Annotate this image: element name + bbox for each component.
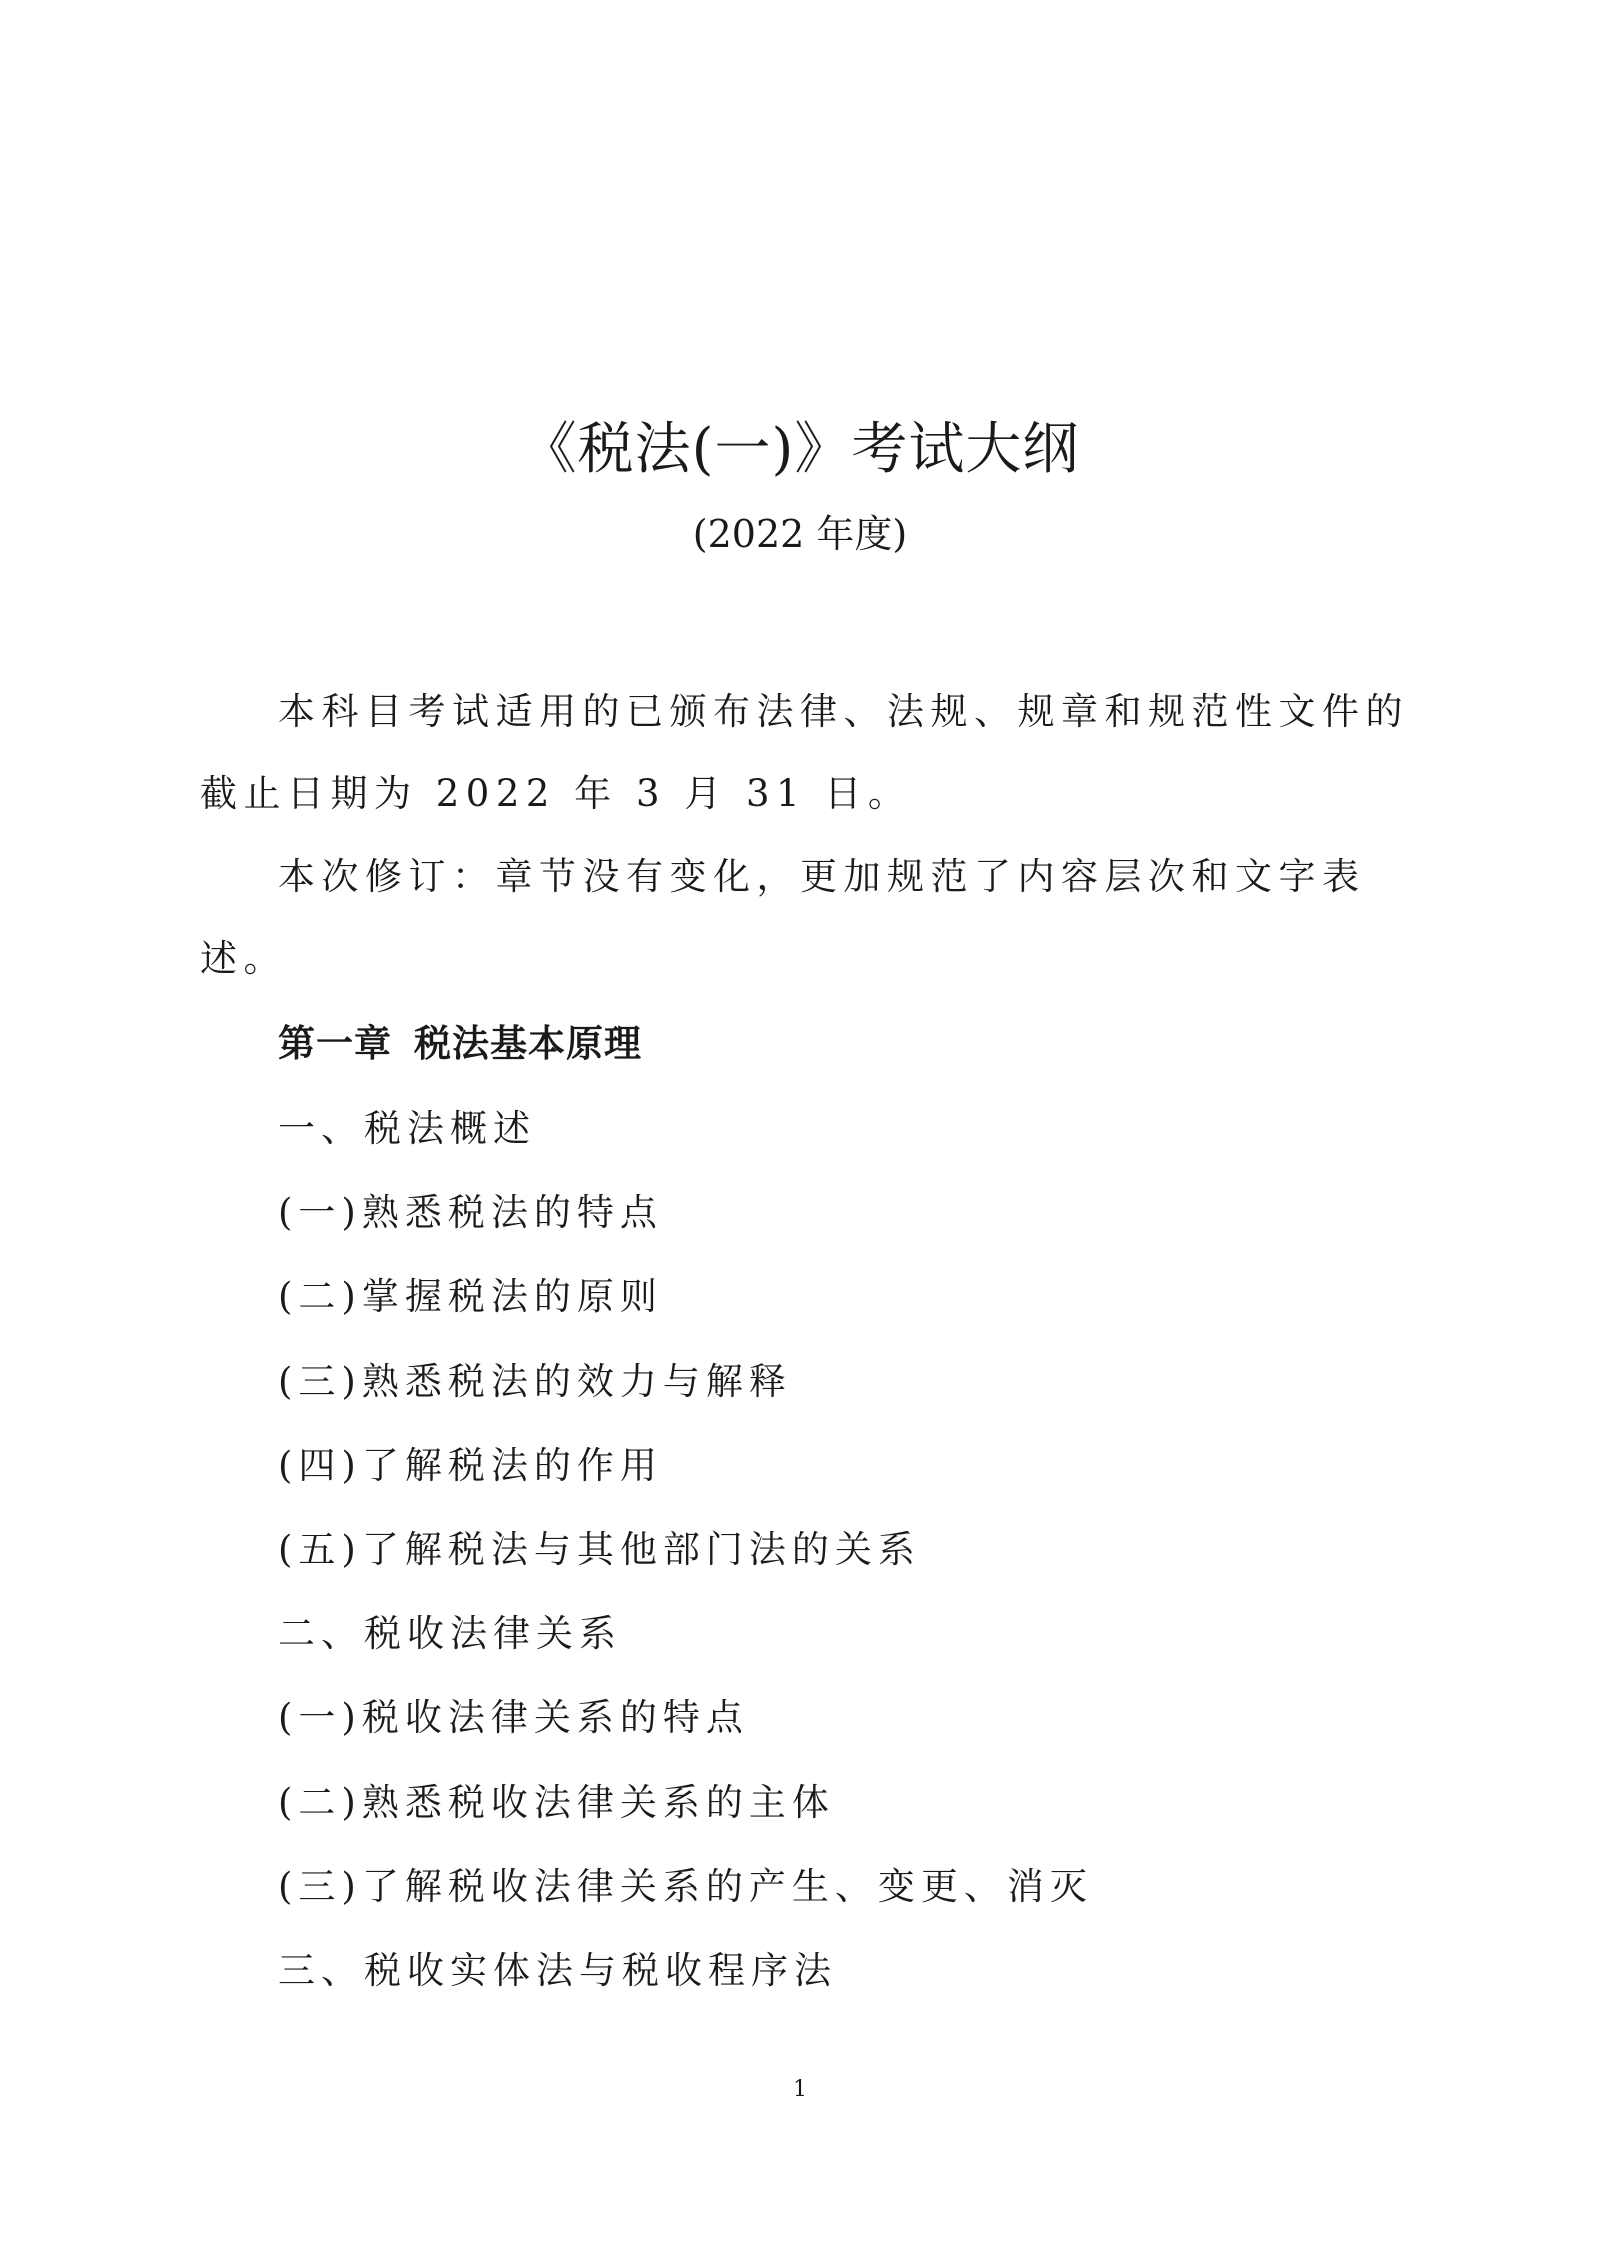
document-subtitle: (2022 年度) bbox=[692, 512, 908, 556]
intro-paragraph-cutoff-date: 本科目考试适用的已颁布法律、法规、规章和规范性文件的截止日期为 2022 年 3 月 31 日。 bbox=[200, 690, 1409, 815]
outline-item: (一)税收法律关系的特点 bbox=[278, 1696, 749, 1740]
outline-item: (三)熟悉税法的效力与解释 bbox=[278, 1359, 792, 1403]
outline-section: 二、税收法律关系 bbox=[278, 1612, 622, 1656]
outline-item: (二)掌握税法的原则 bbox=[278, 1275, 663, 1319]
outline-item: (一)熟悉税法的特点 bbox=[278, 1191, 663, 1235]
chapter-number: 第一章 bbox=[278, 1021, 392, 1065]
outline-section: 一、税法概述 bbox=[278, 1107, 536, 1150]
outline-item: (三)了解税收法律关系的产生、变更、消灭 bbox=[278, 1864, 1093, 1908]
outline-item: (二)熟悉税收法律关系的主体 bbox=[278, 1780, 835, 1824]
intro-paragraph-revision-note: 本次修订：章节没有变化，更加规范了内容层次和文字表述。 bbox=[200, 855, 1366, 980]
outline-item: (四)了解税法的作用 bbox=[278, 1443, 663, 1487]
chapter-heading bbox=[278, 1003, 642, 1083]
outline-section: 三、税收实体法与税收程序法 bbox=[278, 1948, 837, 1992]
document-title: 《税法(一)》考试大纲 bbox=[520, 417, 1080, 482]
chapter-title: 税法基本原理 bbox=[414, 1021, 642, 1065]
chapter-outline bbox=[278, 1087, 1093, 2013]
outline-item: (五)了解税法与其他部门法的关系 bbox=[278, 1527, 921, 1571]
page-number: 1 bbox=[793, 2077, 807, 2102]
